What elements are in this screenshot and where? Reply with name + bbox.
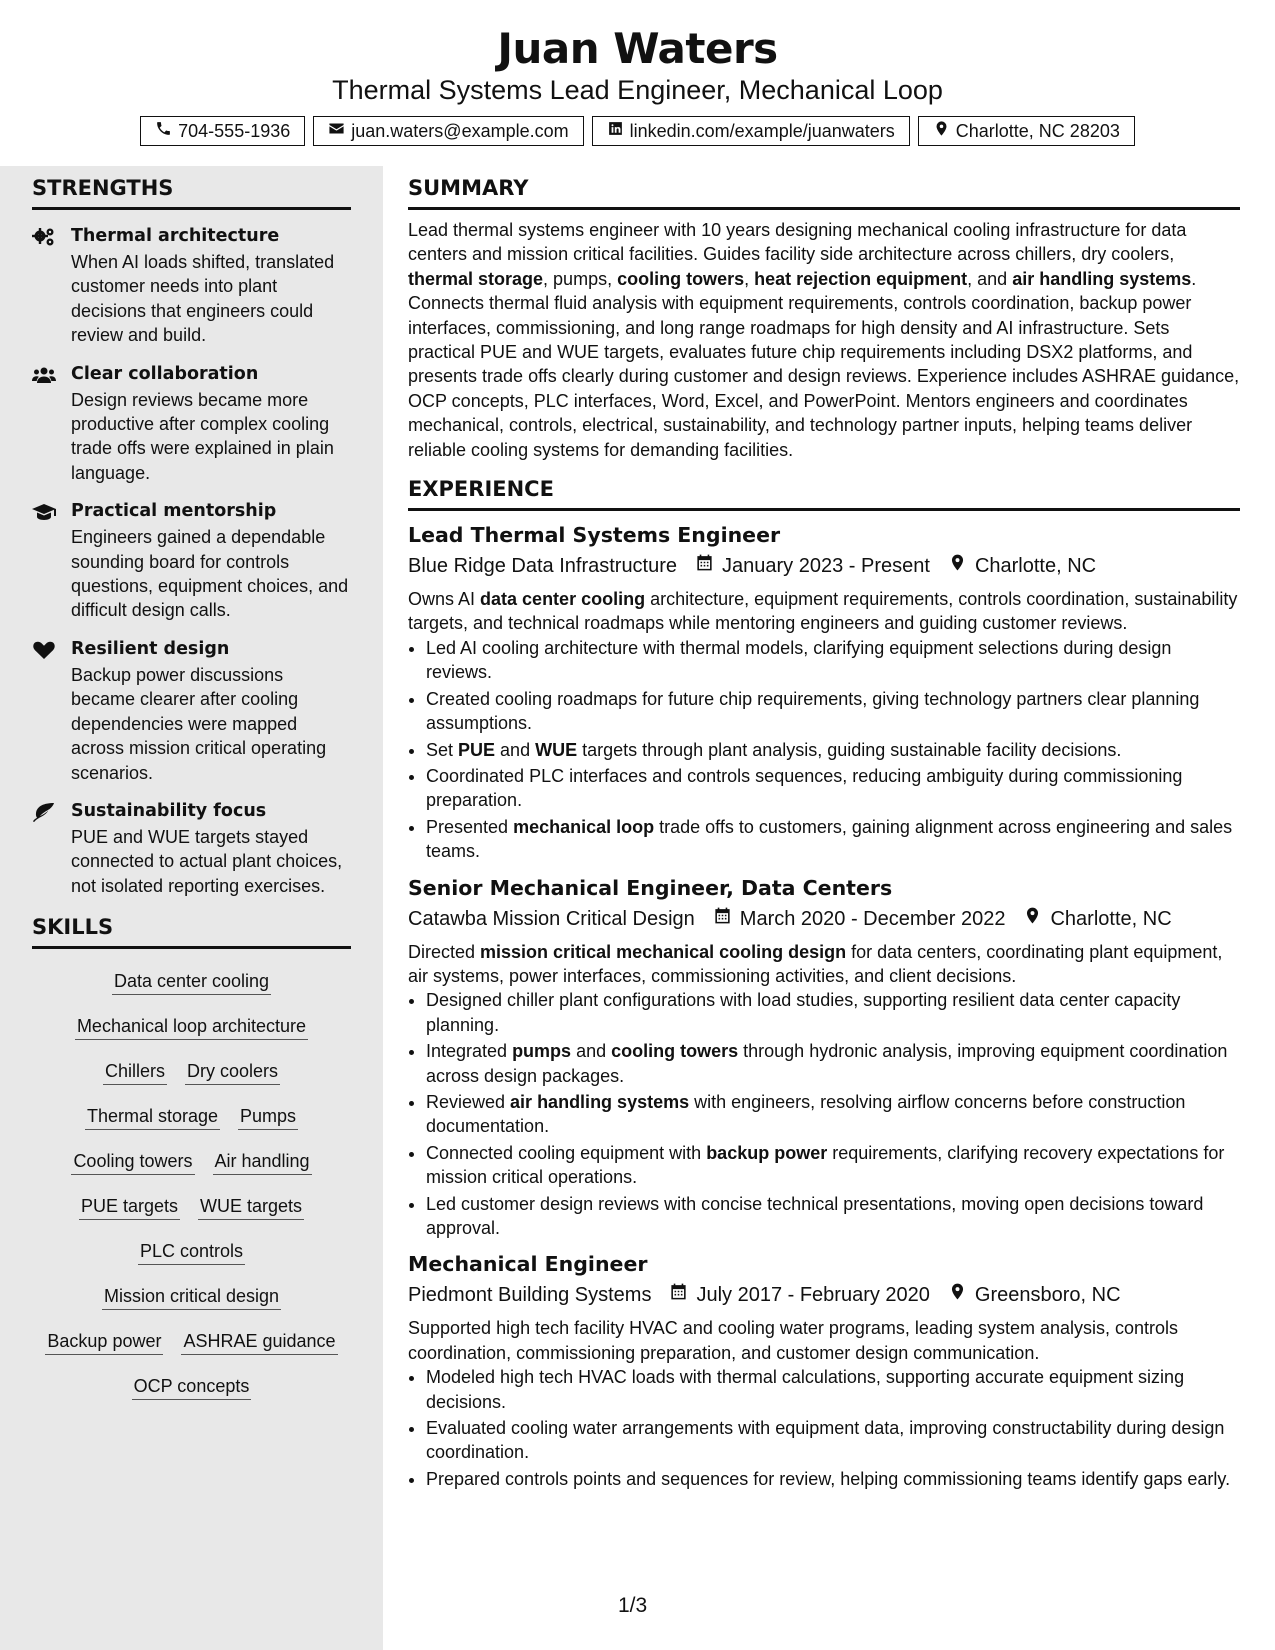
map-pin-icon xyxy=(933,117,950,145)
heart-icon xyxy=(32,640,56,660)
job-bullet-run: Created cooling roadmaps for future chip requirements, giving technology partners clear planning assumptions. xyxy=(426,688,1200,734)
strengths-section xyxy=(32,175,351,898)
summary-text-run: . Connects thermal fluid analysis with equipment requirements, controls coordination, backup power interfaces, commissioning, and long range roadmaps for high density and AI infrastructure. Sets practical PUE and WUE targets, evaluates future chip requirements including DSX2 platforms, and presents trade offs clearly during customer and design reviews. Experience includes ASHRAE guidance, OCP concepts, PLC interfaces, Word, Excel, and PowerPoint. Mentors engineers and coordinates mechanical, controls, electrical, sustainability, and technology partner inputs, helping teams deliver reliable cooling systems for demanding facilities. xyxy=(408,268,1240,460)
job-bullet-run: and xyxy=(571,1041,612,1062)
strengths-heading: STRENGTHS xyxy=(32,175,351,210)
envelope-icon xyxy=(328,117,345,145)
contact-email[interactable] xyxy=(313,116,583,146)
strength-title: Resilient design xyxy=(71,638,230,659)
job-bullets xyxy=(408,636,1240,864)
job-description-emphasis: mission critical mechanical cooling design xyxy=(480,941,847,962)
job-dates: March 2020 - December 2022 xyxy=(739,907,1006,930)
job-bullet-run: Led AI cooling architecture with thermal models, clarifying equipment selections during design reviews. xyxy=(426,637,1172,683)
strength-text: When AI loads shifted, translated customer needs into plant decisions that engineers could review and build. xyxy=(71,252,335,346)
job-title: Mechanical Engineer xyxy=(408,1252,648,1277)
experience-heading: EXPERIENCE xyxy=(408,476,1240,511)
job-description xyxy=(408,587,1240,636)
summary-text-run: , pumps, xyxy=(543,268,618,289)
job-location: Charlotte, NC xyxy=(1050,907,1172,930)
job-bullet-run: Integrated xyxy=(426,1041,513,1062)
summary-text-emphasis: thermal storage xyxy=(408,268,544,289)
job-bullet-emphasis: air handling systems xyxy=(510,1091,690,1112)
gears-icon xyxy=(32,227,56,247)
job-meta xyxy=(408,1280,1240,1310)
job-company: Catawba Mission Critical Design xyxy=(408,907,695,930)
skill-tag: Chillers xyxy=(103,1058,167,1085)
summary-heading: SUMMARY xyxy=(408,175,1240,210)
skill-tag: Backup power xyxy=(45,1328,163,1355)
job-description-run: for data centers, coordinating plant equipment, air systems, power interfaces, commissioning activities, and client decisions. xyxy=(408,941,1223,986)
job-bullet-run: trade offs to customers, gaining alignment across engineering and sales teams. xyxy=(426,816,1233,862)
contact-location-text: Charlotte, NC 28203 xyxy=(955,121,1120,141)
contact-bar xyxy=(0,116,1275,146)
leaf-icon xyxy=(32,802,56,822)
job-bullet xyxy=(426,738,1240,762)
skill-tag: Mechanical loop architecture xyxy=(75,1013,308,1040)
job-bullet xyxy=(426,1039,1240,1088)
job-description-run: Supported high tech facility HVAC and cooling water programs, leading system analysis, controls coordination, commissioning preparation, and customer design communication. xyxy=(408,1318,1179,1363)
skill-tag: PLC controls xyxy=(138,1238,245,1265)
calendar-icon xyxy=(695,551,722,581)
job-bullet-run: Set xyxy=(426,739,459,760)
job-description-run: Directed xyxy=(408,941,481,962)
main-content xyxy=(408,166,1240,1493)
strength-item xyxy=(32,224,351,348)
job-bullet-emphasis: mechanical loop xyxy=(513,816,655,837)
summary-section xyxy=(408,175,1240,462)
strength-item xyxy=(32,499,351,623)
skill-row xyxy=(32,1139,351,1184)
contact-email-text: juan.waters@example.com xyxy=(351,121,569,141)
skill-tag: PUE targets xyxy=(79,1193,180,1220)
strength-text: PUE and WUE targets stayed connected to actual plant choices, not isolated reporting exercises. xyxy=(71,826,343,896)
sidebar xyxy=(0,166,383,1650)
skill-tag: Air handling xyxy=(213,1148,312,1175)
strength-item xyxy=(32,362,351,486)
job-title: Senior Mechanical Engineer, Data Centers xyxy=(408,875,893,900)
skill-row xyxy=(32,1049,351,1094)
skill-tag: Pumps xyxy=(238,1103,298,1130)
job-location: Greensboro, NC xyxy=(974,1284,1121,1307)
job-bullets xyxy=(408,1365,1240,1491)
jobs-list xyxy=(408,521,1240,1491)
job-meta xyxy=(408,551,1240,581)
job-bullet-run: targets through plant analysis, guiding sustainable facility decisions. xyxy=(577,739,1122,760)
job-entry xyxy=(408,521,1240,863)
job-bullet-run: Modeled high tech HVAC loads with thermal calculations, supporting accurate equipment sizing decisions. xyxy=(426,1367,1185,1412)
job-bullet xyxy=(426,687,1240,736)
summary-text-run: Lead thermal systems engineer with 10 years designing mechanical cooling infrastructure for data centers and mission critical facilities. Guides facility side architecture across chillers, dry coolers, xyxy=(408,220,1187,265)
users-icon xyxy=(32,365,56,385)
summary-text-emphasis: air handling systems xyxy=(1012,268,1192,289)
job-dates: January 2023 - Present xyxy=(722,555,930,578)
summary-text-emphasis: heat rejection equipment xyxy=(754,268,968,289)
job-description xyxy=(408,1316,1240,1365)
skill-tag: WUE targets xyxy=(198,1193,304,1220)
skill-row xyxy=(32,1184,351,1229)
page-number: 1/3 xyxy=(618,1594,648,1617)
job-bullet xyxy=(426,1192,1240,1241)
job-bullet xyxy=(426,1416,1240,1465)
calendar-icon xyxy=(669,1280,696,1310)
skill-row xyxy=(32,1094,351,1139)
job-bullet-run: Presented xyxy=(426,816,514,837)
phone-icon xyxy=(155,117,172,145)
graduation-cap-icon xyxy=(32,502,56,522)
job-bullet-emphasis: backup power xyxy=(706,1142,828,1163)
job-entry xyxy=(408,1250,1240,1491)
job-bullet-run: requirements, clarifying recovery expectations for mission critical operations. xyxy=(426,1142,1225,1188)
job-bullet-emphasis: PUE xyxy=(458,739,496,760)
skills-section xyxy=(32,914,351,1409)
contact-phone[interactable] xyxy=(140,116,305,146)
job-bullet xyxy=(426,1467,1240,1491)
job-bullet xyxy=(426,988,1240,1037)
job-bullet-run: Coordinated PLC interfaces and controls sequences, reducing ambiguity during commissioning preparation. xyxy=(426,765,1183,811)
job-bullet-emphasis: WUE xyxy=(535,739,578,760)
skill-row xyxy=(32,1004,351,1049)
strength-text: Backup power discussions became clearer after cooling dependencies were mapped across mission critical operating scenarios. xyxy=(71,664,327,783)
job-description-emphasis: data center cooling xyxy=(480,589,646,610)
skill-tag: Mission critical design xyxy=(102,1283,281,1310)
strength-item xyxy=(32,799,351,898)
job-bullet xyxy=(426,636,1240,685)
job-bullet-run: Connected cooling equipment with xyxy=(426,1142,707,1163)
skill-tag: ASHRAE guidance xyxy=(181,1328,337,1355)
candidate-title: Thermal Systems Lead Engineer, Mechanical Loop xyxy=(332,75,943,105)
job-company: Blue Ridge Data Infrastructure xyxy=(408,555,678,578)
skill-tag: Dry coolers xyxy=(185,1058,280,1085)
skill-tag: OCP concepts xyxy=(132,1373,252,1400)
job-title: Lead Thermal Systems Engineer xyxy=(408,523,781,548)
summary-text xyxy=(408,218,1240,462)
skill-row xyxy=(32,959,351,1004)
map-pin-icon xyxy=(948,1280,975,1310)
map-pin-icon xyxy=(1023,904,1050,934)
job-description-run: architecture, equipment requirements, controls coordination, sustainability targets, and technical roadmaps while mentoring engineers and guiding customer reviews. xyxy=(408,589,1238,634)
contact-linkedin-text: linkedin.com/example/juanwaters xyxy=(629,121,895,141)
linkedin-icon xyxy=(607,117,624,145)
strength-text: Engineers gained a dependable sounding board for controls questions, equipment choices, and difficult design calls. xyxy=(71,527,349,621)
strength-title: Practical mentorship xyxy=(71,501,277,522)
skill-tag: Cooling towers xyxy=(71,1148,194,1175)
strength-title: Thermal architecture xyxy=(71,226,280,246)
job-bullet xyxy=(426,1365,1240,1414)
job-description-run: Owns AI xyxy=(408,589,481,610)
job-bullets xyxy=(408,988,1240,1240)
contact-location[interactable] xyxy=(918,116,1135,146)
contact-phone-text: 704-555-1936 xyxy=(178,121,291,141)
summary-text-run: , and xyxy=(967,268,1013,289)
map-pin-icon xyxy=(948,551,975,581)
summary-text-emphasis: cooling towers xyxy=(617,268,745,289)
job-bullet-run: Prepared controls points and sequences for review, helping commissioning teams identify gaps early. xyxy=(426,1468,1231,1489)
strength-text: Design reviews became more productive after complex cooling trade offs were explained in plain language. xyxy=(71,389,334,483)
strength-item xyxy=(32,637,351,785)
skills-heading: SKILLS xyxy=(32,914,351,949)
job-bullet-run: Led customer design reviews with concise technical presentations, moving open decisions toward approval. xyxy=(426,1193,1204,1238)
job-bullet-emphasis: cooling towers xyxy=(611,1041,739,1062)
strength-title: Clear collaboration xyxy=(71,363,259,384)
job-bullet-run: Evaluated cooling water arrangements with equipment data, improving constructability during design coordination. xyxy=(426,1418,1225,1463)
skill-tag: Thermal storage xyxy=(85,1103,220,1130)
job-dates: July 2017 - February 2020 xyxy=(696,1284,930,1307)
job-meta xyxy=(408,904,1240,934)
resume-header xyxy=(0,0,1275,166)
job-bullet-run: with engineers, resolving airflow concerns before construction documentation. xyxy=(426,1091,1186,1137)
skill-row xyxy=(32,1229,351,1274)
skill-row xyxy=(32,1319,351,1364)
calendar-icon xyxy=(713,904,740,934)
job-bullet-emphasis: pumps xyxy=(512,1041,572,1062)
job-location: Charlotte, NC xyxy=(974,555,1097,578)
job-bullet xyxy=(426,1141,1240,1190)
experience-section xyxy=(408,476,1240,1491)
skill-tag: Data center cooling xyxy=(112,968,271,995)
summary-text-run: , xyxy=(744,268,755,289)
skill-row xyxy=(32,1364,351,1409)
job-bullet-run: through hydronic analysis, improving equipment coordination across design packages. xyxy=(426,1041,1228,1086)
candidate-name: Juan Waters xyxy=(497,24,778,73)
job-description xyxy=(408,940,1240,989)
skills-list xyxy=(32,959,351,1409)
skill-row xyxy=(32,1274,351,1319)
job-bullet-run: Reviewed xyxy=(426,1091,511,1112)
job-company: Piedmont Building Systems xyxy=(408,1284,652,1307)
job-bullet-run: and xyxy=(495,739,536,760)
job-entry xyxy=(408,874,1240,1241)
job-bullet xyxy=(426,815,1240,864)
job-bullet-run: Designed chiller plant configurations with load studies, supporting resilient data center capacity planning. xyxy=(426,990,1181,1035)
contact-linkedin[interactable] xyxy=(592,116,910,146)
job-bullet xyxy=(426,1090,1240,1139)
strength-title: Sustainability focus xyxy=(71,800,267,821)
job-bullet xyxy=(426,764,1240,813)
